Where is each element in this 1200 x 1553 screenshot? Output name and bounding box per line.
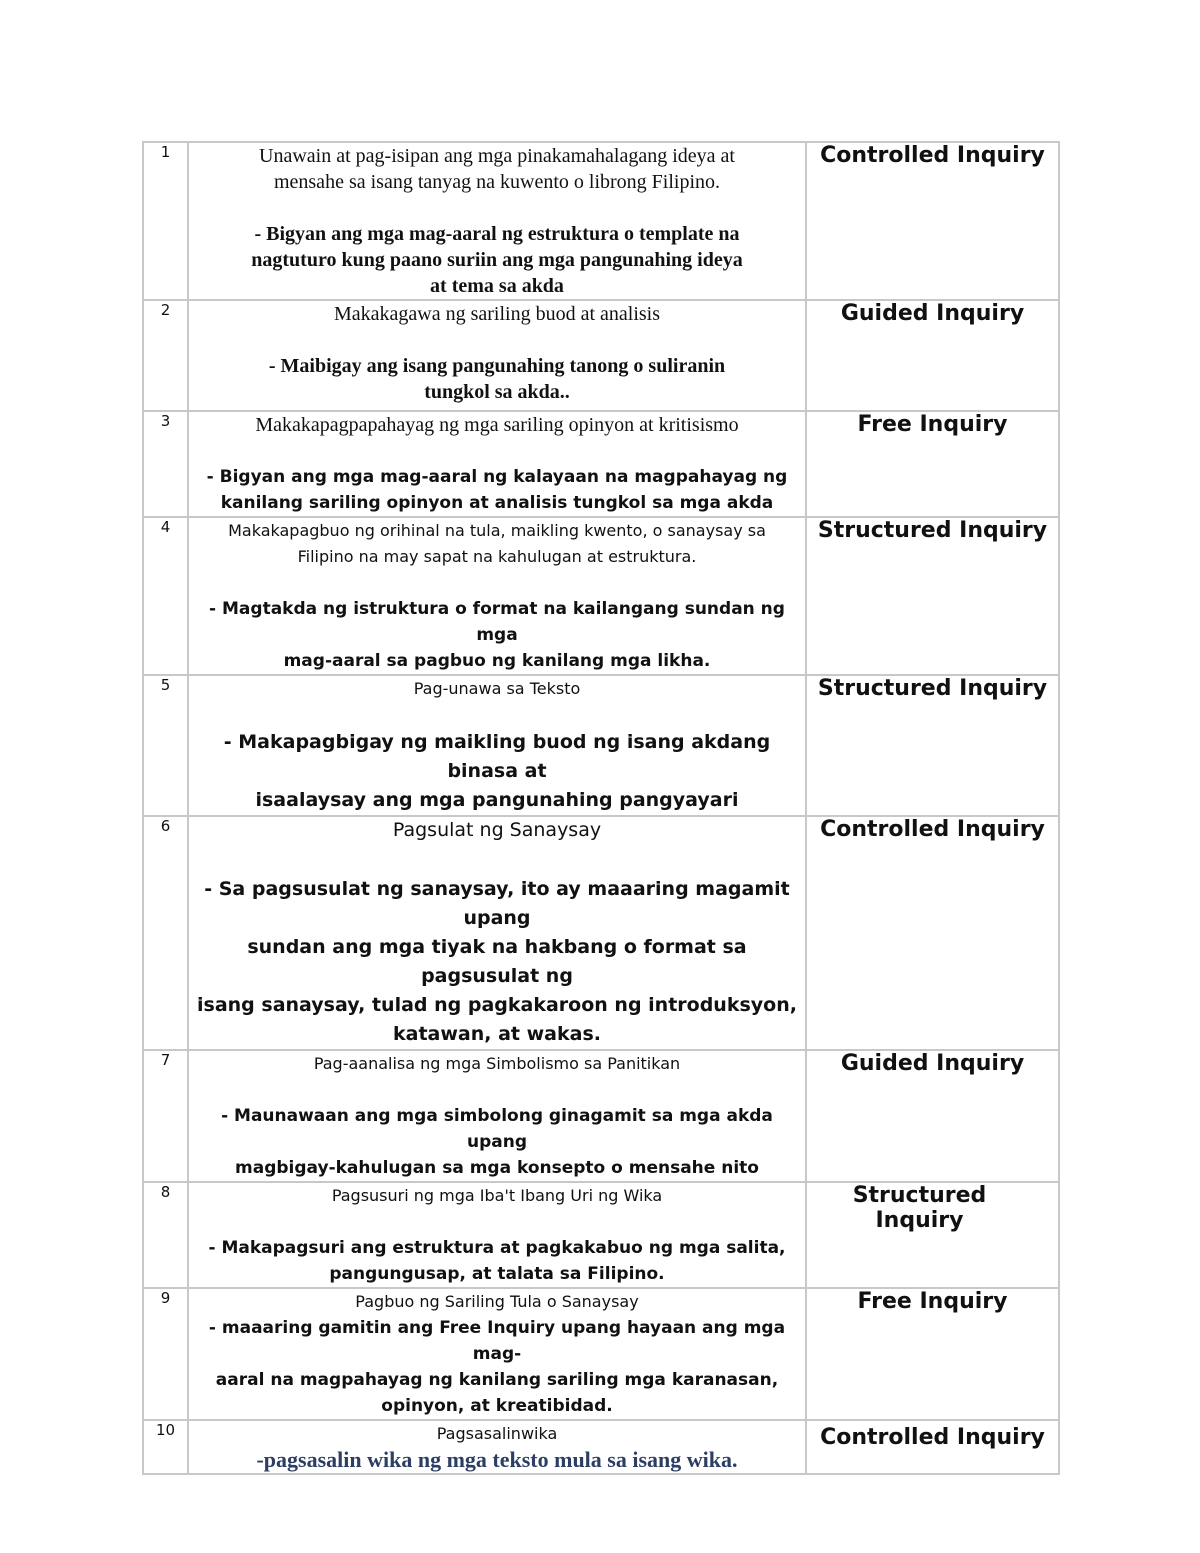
row-title: Unawain at pag-isipan ang mga pinakamahalagang ideya at — [259, 145, 735, 167]
row-detail: mag-aaral sa pagbuo ng kanilang mga likha. — [283, 651, 711, 671]
table-row — [143, 1420, 1059, 1474]
row-description — [188, 1288, 806, 1420]
row-detail: pangungusap, at talata sa Filipino. — [329, 1264, 665, 1284]
row-title: Pagbuo ng Sariling Tula o Sanaysay — [355, 1292, 639, 1311]
row-detail: isang sanaysay, tulad ng pagkakaroon ng introduksyon, — [197, 994, 797, 1016]
row-description — [188, 816, 806, 1050]
table-row — [143, 675, 1059, 816]
row-detail: sundan ang mga tiyak na hakbang o format sa pagsusulat ng — [247, 936, 747, 987]
row-number: 4 — [143, 517, 188, 675]
row-detail: aaral na magpahayag ng kanilang sariling mga karanasan, — [215, 1370, 779, 1390]
table-row — [143, 517, 1059, 675]
row-title: Pag-aanalisa ng mga Simbolismo sa Panitikan — [313, 1054, 681, 1073]
row-detail: - Sa pagsusulat ng sanaysay, ito ay maaaring magamit upang — [204, 878, 790, 929]
row-detail: - Bigyan ang mga mag-aaral ng estruktura o template na — [254, 223, 740, 245]
row-detail: - Maibigay ang isang pangunahing tanong o suliranin — [268, 355, 726, 377]
row-number: 2 — [143, 300, 188, 411]
competency-table — [142, 141, 1060, 1475]
table-row — [143, 1182, 1059, 1288]
row-detail: - Bigyan ang mga mag-aaral ng kalayaan na magpahayag ng — [206, 467, 788, 487]
inquiry-type: Guided Inquiry — [806, 1050, 1059, 1182]
row-number: 6 — [143, 816, 188, 1050]
inquiry-type: Structured Inquiry — [806, 517, 1059, 675]
row-description — [188, 517, 806, 675]
inquiry-type: Controlled Inquiry — [806, 142, 1059, 300]
row-title: Filipino na may sapat na kahulugan at estruktura. — [297, 547, 697, 566]
row-description — [188, 300, 806, 411]
row-number: 5 — [143, 675, 188, 816]
row-detail: - Magtakda ng istruktura o format na kailangang sundan ng mga — [209, 599, 785, 645]
table-row — [143, 300, 1059, 411]
row-number: 8 — [143, 1182, 188, 1288]
row-description — [188, 1420, 806, 1474]
row-detail: magbigay-kahulugan sa mga konsepto o mensahe nito — [235, 1158, 759, 1178]
table-row — [143, 142, 1059, 300]
row-description — [188, 1182, 806, 1288]
inquiry-type: Free Inquiry — [806, 1288, 1059, 1420]
row-detail: tungkol sa akda.. — [424, 381, 570, 403]
inquiry-type: Guided Inquiry — [806, 300, 1059, 411]
row-detail: katawan, at wakas. — [393, 1023, 601, 1045]
row-number: 9 — [143, 1288, 188, 1420]
inquiry-type: Structured Inquiry — [806, 1182, 1059, 1288]
row-detail: opinyon, at kreatibidad. — [381, 1396, 613, 1416]
row-detail: - Makapagsuri ang estruktura at pagkakabuo ng mga salita, — [208, 1238, 786, 1258]
row-title: Makakapagpapahayag ng mga sariling opinyon at kritisismo — [255, 414, 739, 436]
row-title: Pagsulat ng Sanaysay — [392, 819, 602, 841]
row-detail: kanilang sariling opinyon at analisis tungkol sa mga akda — [220, 493, 774, 513]
row-title: Pagsasalinwika — [436, 1424, 558, 1443]
row-description — [188, 1050, 806, 1182]
row-description — [188, 411, 806, 517]
row-title: Pagsusuri ng mga Iba't Ibang Uri ng Wika — [331, 1186, 663, 1205]
row-number: 1 — [143, 142, 188, 300]
row-number: 10 — [143, 1420, 188, 1474]
row-detail: - maaaring gamitin ang Free Inquiry upang hayaan ang mga mag- — [208, 1318, 786, 1364]
row-detail: - Maunawaan ang mga simbolong ginagamit sa mga akda upang — [221, 1106, 773, 1152]
row-description — [188, 142, 806, 300]
row-title: Pag-unawa sa Teksto — [413, 679, 581, 698]
table-row — [143, 1288, 1059, 1420]
row-detail: - Makapagbigay ng maikling buod ng isang akdang binasa at — [223, 731, 771, 782]
row-detail: -pagsasalin wika ng mga teksto mula sa isang wika. — [256, 1447, 738, 1472]
row-number: 3 — [143, 411, 188, 517]
row-number: 7 — [143, 1050, 188, 1182]
row-description — [188, 675, 806, 816]
row-title: Makakapagbuo ng orihinal na tula, maikling kwento, o sanaysay sa — [228, 521, 766, 540]
inquiry-type: Structured Inquiry — [806, 675, 1059, 816]
row-detail: at tema sa akda — [430, 275, 564, 297]
row-title: Makakagawa ng sariling buod at analisis — [333, 303, 661, 325]
table-row — [143, 411, 1059, 517]
inquiry-type: Controlled Inquiry — [806, 1420, 1059, 1474]
inquiry-type: Free Inquiry — [806, 411, 1059, 517]
row-detail: nagtuturo kung paano suriin ang mga pangunahing ideya — [251, 249, 743, 271]
row-detail: isaalaysay ang mga pangunahing pangyayari — [255, 789, 739, 811]
row-title: mensahe sa isang tanyag na kuwento o librong Filipino. — [273, 171, 721, 193]
table-row — [143, 1050, 1059, 1182]
table-row — [143, 816, 1059, 1050]
inquiry-type: Controlled Inquiry — [806, 816, 1059, 1050]
